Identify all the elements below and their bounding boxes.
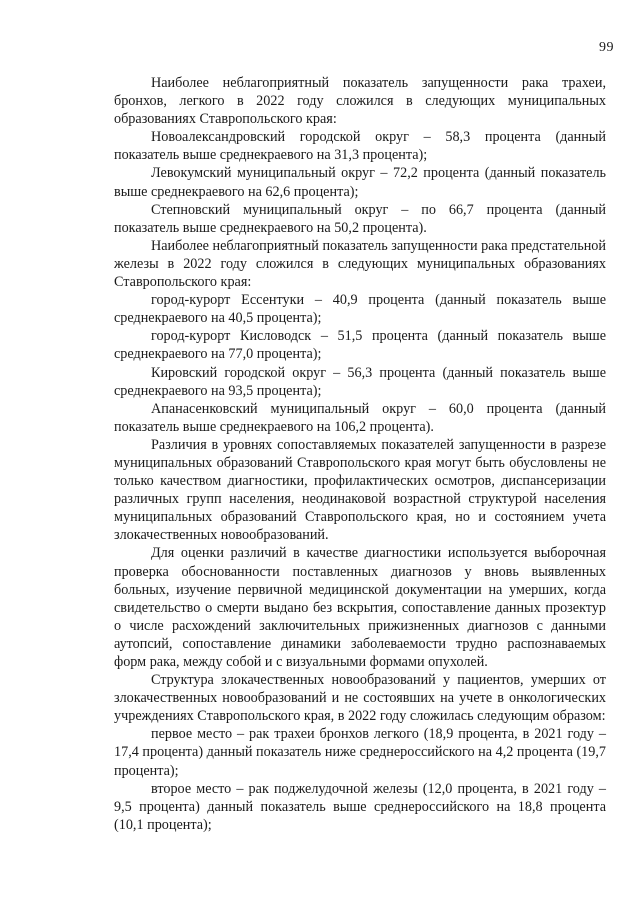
paragraph: Наиболее неблагоприятный показатель запущенности рака предстательной железы в 2022 году сложился в следующих муниципальных образованиях Ставропольского края: <box>114 237 606 291</box>
paragraph: Для оценки различий в качестве диагностики используется выборочная проверка обоснованности поставленных диагнозов у вновь выявленных больных, изучение первичной медицинской документации на умерших, когда свидетельство о смерти выдано без вскрытия, сопоставление данных прозектур о числе расхождений заключительных прижизненных диагнозов с данными аутопсий, сопоставление динамики заболеваемости трудно распознаваемых форм рака, между собой и с визуальными формами опухолей. <box>114 545 606 670</box>
paragraph: второе место – рак поджелудочной железы (12,0 процента, в 2021 году – 9,5 процента) данный показатель выше среднероссийского на 18,8 процента (10,1 процента); <box>114 780 606 833</box>
body-text <box>114 74 606 834</box>
page-number: 99 <box>599 40 614 55</box>
paragraph: город-курорт Ессентуки – 40,9 процента (данный показатель выше среднекраевого на 40,5 процента); <box>114 292 606 327</box>
paragraph: Структура злокачественных новообразований у пациентов, умерших от злокачественных новообразований и не состоявших на учете в онкологических учреждениях Ставропольского края, в 2022 году сложилась следующим образом: <box>114 672 606 725</box>
paragraph: Степновский муниципальный округ – по 66,7 процента (данный показатель выше среднекраевого на 50,2 процента). <box>114 201 606 236</box>
paragraph: Новоалександровский городской округ – 58,3 процента (данный показатель выше среднекраевого на 31,3 процента); <box>114 129 606 164</box>
paragraph: первое место – рак трахеи бронхов легкого (18,9 процента, в 2021 году – 17,4 процента) данный показатель ниже среднероссийского на 4,2 процента (19,7 процента); <box>114 726 606 779</box>
paragraph: Наиболее неблагоприятный показатель запущенности рака трахеи, бронхов, легкого в 2022 году сложился в следующих муниципальных образованиях Ставропольского края: <box>114 75 606 128</box>
paragraph: Кировский городской округ – 56,3 процента (данный показатель выше среднекраевого на 93,5 процента); <box>114 364 606 399</box>
paragraph: Апанасенковский муниципальный округ – 60,0 процента (данный показатель выше среднекраевого на 106,2 процента). <box>114 400 606 435</box>
paragraph: город-курорт Кисловодск – 51,5 процента (данный показатель выше среднекраевого на 77,0 процента); <box>114 328 606 363</box>
paragraph: Различия в уровнях сопоставляемых показателей запущенности в разрезе муниципальных образований Ставропольского края могут быть обусловлены не только качеством диагностики, профилактических осмотров, диспансеризации различных групп населения, неодинаковой возрастной структурой населения муниципальных образований Ставропольского края, но и состоянием учета злокачественных новообразований. <box>114 436 606 544</box>
paragraph: Левокумский муниципальный округ – 72,2 процента (данный показатель выше среднекраевого на 62,6 процента); <box>114 165 606 200</box>
